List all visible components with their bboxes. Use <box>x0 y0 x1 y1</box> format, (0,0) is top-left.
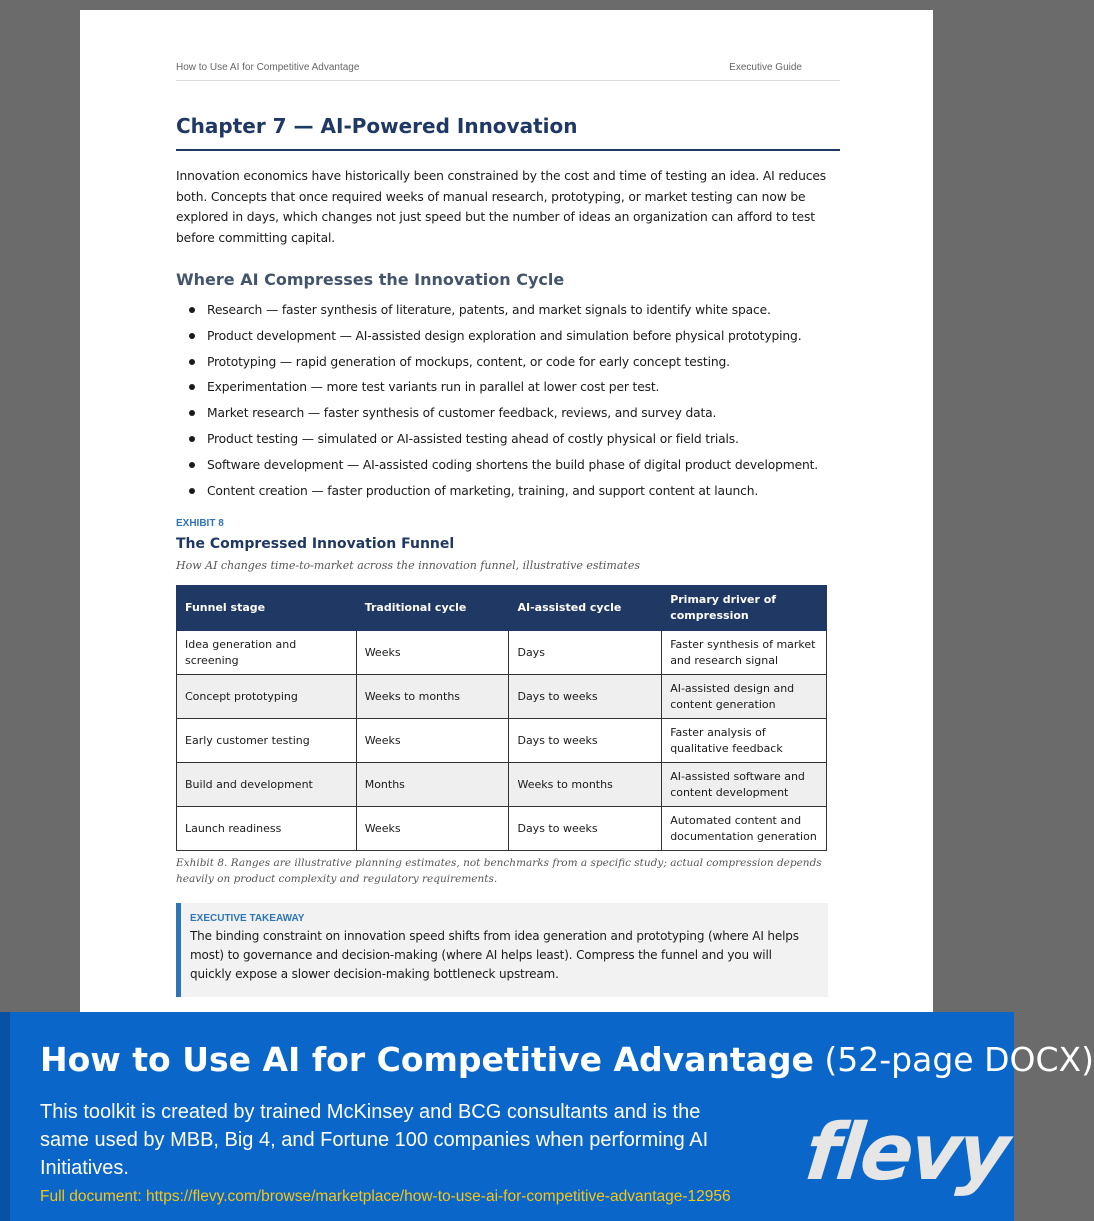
executive-takeaway-callout <box>176 903 828 997</box>
document-page <box>80 10 933 1020</box>
running-header <box>176 62 840 81</box>
list-item: Content creation — faster production of marketing, training, and support content at launch. <box>176 481 840 507</box>
column-header: AI-assisted cycle <box>509 586 662 631</box>
takeaway-text: The binding constraint on innovation speed shifts from idea generation and prototyping (where AI helps most) to governance and decision-making (where AI helps least). Compress the funnel and you will quickly expose a slower decision-making bottleneck upstream. <box>190 929 799 981</box>
table-row <box>177 763 827 807</box>
table-row <box>177 719 827 763</box>
column-header: Funnel stage <box>177 586 357 631</box>
full-document-link[interactable]: Full document: https://flevy.com/browse/marketplace/how-to-use-ai-for-competitive-advantage-12956 <box>40 1188 731 1205</box>
table-cell: Months <box>356 763 509 807</box>
table-cell: Faster synthesis of market and research signal <box>662 631 827 675</box>
table-cell: Days to weeks <box>509 675 662 719</box>
table-cell: Automated content and documentation generation <box>662 807 827 851</box>
list-item: Prototyping — rapid generation of mockups, content, or code for early concept testing. <box>176 352 840 378</box>
table-cell: Weeks <box>356 631 509 675</box>
exhibit-title: The Compressed Innovation Funnel <box>176 536 455 552</box>
banner-title-rest: (52-page DOCX) <box>813 1040 1094 1079</box>
list-item: Market research — faster synthesis of customer feedback, reviews, and survey data. <box>176 403 840 429</box>
banner-title-strong: How to Use AI for Competitive Advantage <box>40 1040 814 1079</box>
table-row <box>177 807 827 851</box>
banner-title <box>40 1040 1094 1079</box>
exhibit-subtitle: How AI changes time-to-market across the innovation funnel, illustrative estimates <box>176 559 640 572</box>
table-cell: Weeks <box>356 719 509 763</box>
table-header-row <box>177 586 827 631</box>
table-cell: Days to weeks <box>509 807 662 851</box>
table-cell: Weeks to months <box>356 675 509 719</box>
table-cell: Concept prototyping <box>177 675 357 719</box>
list-item: Software development — AI-assisted coding shortens the build phase of digital product development. <box>176 455 840 481</box>
chapter-intro: Innovation economics have historically been constrained by the cost and time of testing an idea. AI reduces both. Concepts that once required weeks of manual research, prototyping, or market testing can now be explored in days, which changes not just speed but the number of ideas an organization can afford to test before committing capital. <box>176 169 827 245</box>
table-cell: Launch readiness <box>177 807 357 851</box>
table-cell: Days to weeks <box>509 719 662 763</box>
table-cell: Early customer testing <box>177 719 357 763</box>
table-cell: Idea generation and screening <box>177 631 357 675</box>
takeaway-label: EXECUTIVE TAKEAWAY <box>190 913 305 924</box>
table-row <box>177 675 827 719</box>
table-cell: AI-assisted software and content development <box>662 763 827 807</box>
promo-banner <box>0 1012 1094 1221</box>
column-header: Traditional cycle <box>356 586 509 631</box>
table-cell: AI-assisted design and content generation <box>662 675 827 719</box>
flevy-logo: flevy <box>801 1108 1011 1198</box>
table-cell: Days <box>509 631 662 675</box>
table-cell: Weeks <box>356 807 509 851</box>
table-cell: Weeks to months <box>509 763 662 807</box>
chapter-title: Chapter 7 — AI-Powered Innovation <box>176 114 840 151</box>
list-item: Experimentation — more test variants run in parallel at lower cost per test. <box>176 377 840 403</box>
innovation-funnel-table <box>176 585 827 851</box>
column-header: Primary driver of compression <box>662 586 827 631</box>
list-item: Product testing — simulated or AI-assisted testing ahead of costly physical or field trials. <box>176 429 840 455</box>
header-doc-title: How to Use AI for Competitive Advantage <box>176 62 360 73</box>
exhibit-note: Exhibit 8. Ranges are illustrative planning estimates, not benchmarks from a specific study; actual compression depends heavily on product complexity and regulatory requirements. <box>176 857 822 885</box>
table-row <box>177 631 827 675</box>
exhibit-label: EXHIBIT 8 <box>176 518 224 529</box>
section-heading: Where AI Compresses the Innovation Cycle <box>176 270 565 289</box>
list-item: Product development — AI-assisted design exploration and simulation before physical prototyping. <box>176 326 840 352</box>
banner-description: This toolkit is created by trained McKinsey and BCG consultants and is the same used by MBB, Big 4, and Fortune 100 companies when performing AI Initiatives. <box>40 1101 709 1179</box>
header-doc-type: Executive Guide <box>729 62 802 73</box>
table-cell: Faster analysis of qualitative feedback <box>662 719 827 763</box>
innovation-bullet-list <box>176 300 840 506</box>
list-item: Research — faster synthesis of literature, patents, and market signals to identify white space. <box>176 300 840 326</box>
table-cell: Build and development <box>177 763 357 807</box>
